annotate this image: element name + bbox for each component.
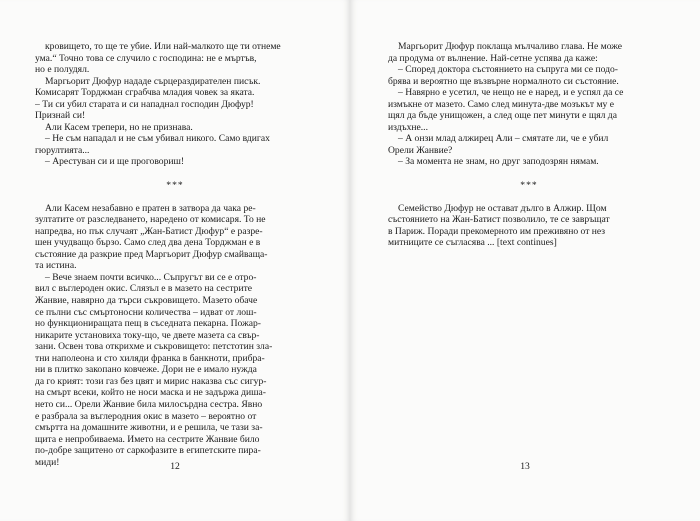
paragraph	[388, 87, 670, 133]
text-line: по-добре защитено от саркофазите в египетските пира-	[35, 445, 261, 457]
text-line: Признай си!	[35, 110, 86, 122]
text-line: вил с въглероден окис. Слязъл е в мазето на сестрите	[35, 283, 253, 295]
text-line: – А онзи млад алжирец Али – смятате ли, че е убил	[398, 133, 609, 145]
text-line: Жанвие, навярно да търси съкровището. Мазето обаче	[35, 295, 258, 307]
text-line: Семейство Дюфур не остават дълго в Алжир. Щом	[398, 202, 607, 214]
paragraph	[388, 203, 670, 249]
paragraph	[35, 203, 315, 272]
text-line: – Не съм нападал и не съм убивал никого. Само вдигах	[45, 133, 270, 145]
text-line: да го крият: този газ без цвят и мирис наказва със сигур-	[35, 375, 267, 387]
right-page	[350, 0, 700, 521]
text-line: но е полудял.	[35, 64, 90, 76]
text-line: шен учудващо бързо. Само след два дена Торджман е в	[35, 237, 261, 249]
text-line: смъртта на домашните животни, и е решила, че тази за-	[35, 422, 263, 434]
text-line: но функциониращата пещ в съседната пекарна. Пожар-	[35, 318, 261, 330]
blank-line	[388, 191, 670, 203]
text-line: щял да бъде унищожен, а след още пет минути е щял да	[388, 110, 617, 122]
right-page-text	[388, 41, 670, 249]
paragraph	[35, 156, 315, 168]
paragraph	[35, 41, 315, 76]
text-line: щита е непробиваема. Името на сестрите Жанвие било	[35, 433, 260, 445]
text-line: е разбрала за въглеродния окис в мазето – вероятно от	[35, 410, 257, 422]
text-line: Али Касем трепери, но не признава.	[45, 121, 193, 133]
text-line: издъхне...	[388, 121, 428, 133]
text-line: Маргьорит Дюфур поклаща мълчаливо глава. Не може	[398, 41, 623, 52]
text-line: – Арестуван си и ще проговориш!	[45, 156, 185, 168]
text-line: Комисарят Торджман сграбчва младия човек за яката.	[35, 87, 255, 99]
text-line: в Париж. Поради прекомерното им преживяно от нез	[388, 225, 606, 237]
paragraph	[388, 41, 670, 64]
page-number-right: 13	[520, 461, 530, 472]
text-line: никарите установиха току-що, че двете мазета са свър-	[35, 329, 260, 341]
text-line: та истина.	[35, 260, 77, 272]
left-page-text	[35, 41, 315, 468]
text-line: ни в плитко закопано ковчеже. Дори не е имало нужда	[35, 364, 257, 376]
text-line: миди!	[35, 456, 60, 468]
text-line: тни наполеона и сто хиляди франка в банкноти, прибра-	[35, 352, 265, 364]
text-line: Маргьорит Дюфур нададе сърцераздирателен писък.	[45, 75, 261, 87]
text-line: – Вече знаем почти всичко... Съпругът ви се е отро-	[45, 271, 257, 283]
text-line: зултатите от разследването, наредено от комисаря. То не	[35, 214, 266, 226]
paragraph	[388, 64, 670, 87]
text-line: състояние да разкрие пред Маргьорит Дюфур смайваща-	[35, 248, 268, 260]
text-line: Али Касем незабавно е пратен в затвора да чака ре-	[45, 202, 256, 214]
text-line: се пълни със смъртоносни количества – идват от лош-	[35, 306, 257, 318]
text-line: – Ти си убил старата и си нападнал господин Дюфур!	[35, 98, 254, 110]
text-line: брява и вероятно ще възвърне нормалното си състояние.	[388, 75, 619, 87]
text-line: напредва, но пък случаят „Жан-Батист Дюфур“ е разре-	[35, 225, 263, 237]
paragraph	[388, 156, 670, 168]
paragraph	[388, 133, 670, 156]
section-separator: ***	[166, 179, 184, 191]
text-line: гюрултията...	[35, 144, 90, 156]
blank-line	[35, 191, 315, 203]
text-line: да продума от вълнение. Най-сетне успява да каже:	[388, 52, 598, 64]
blank-line	[35, 168, 315, 180]
paragraph	[35, 76, 315, 122]
text-line: кровището, то ще те убие. Или най-малкото ще ти отнеме	[45, 41, 281, 52]
text-line: Орели Жанвие?	[388, 144, 453, 156]
text-line: нето си... Орели Жанвие била милосърдна сестра. Явно	[35, 398, 263, 410]
text-line: митниците се съгласява ... [text continues]	[388, 237, 557, 249]
blank-line	[388, 168, 670, 180]
text-line: – За момента не знам, но друг заподозрян нямам.	[398, 156, 599, 168]
text-line: ума.“ Точно това се случило с господина: не е мъртъв,	[35, 52, 257, 64]
section-separator: ***	[520, 179, 538, 191]
text-line: състоянието на Жан-Батист позволило, те се завръщат	[388, 214, 610, 226]
page-number-left: 12	[170, 461, 180, 472]
text-line: – Според доктора състоянието на съпруга ми се подо-	[398, 64, 618, 76]
text-line: – Навярно е усетил, че нещо не е наред, и е успял да се	[398, 87, 624, 99]
text-line: измъкне от мазето. Само след минута-две мозъкът му е	[388, 98, 614, 110]
paragraph	[35, 133, 315, 156]
paragraph	[35, 272, 315, 468]
text-line: зани. Освен това открихме и съкровището: петстотин зла-	[35, 341, 273, 353]
paragraph	[35, 122, 315, 134]
text-line: на смърт всеки, който не носи маска и не задържа диша-	[35, 387, 267, 399]
